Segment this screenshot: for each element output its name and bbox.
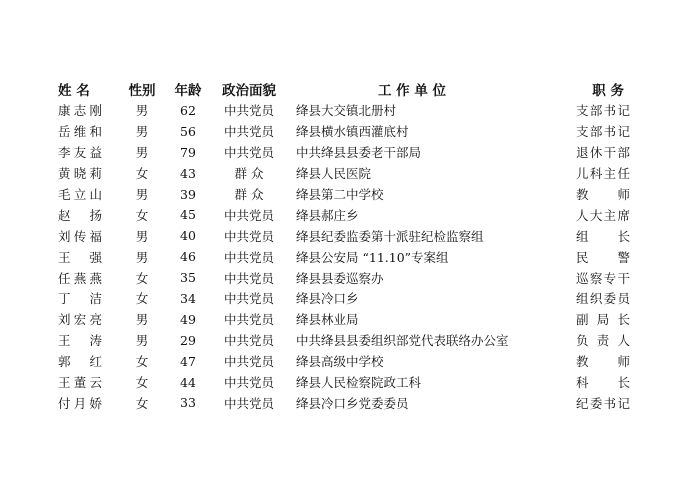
sex-cell [118, 246, 166, 267]
name-cell-text: 付月娇 [58, 395, 102, 411]
table-row [58, 351, 630, 372]
sex-cell [118, 372, 166, 393]
job-cell [536, 372, 630, 393]
sex-cell [118, 184, 166, 205]
age-cell [166, 121, 210, 142]
unit-cell-text: 绛县林业局 [296, 312, 359, 328]
sex-cell-text: 男 [135, 187, 149, 202]
age-cell [166, 100, 210, 121]
table-row [58, 372, 630, 393]
unit-cell [288, 351, 536, 372]
name-cell-text: 赵 扬 [58, 207, 102, 223]
party-cell-text: 中共党员 [223, 291, 274, 307]
age-cell-text: 49 [180, 311, 196, 327]
age-cell-text: 44 [180, 374, 196, 390]
sex-cell-text: 男 [135, 312, 149, 328]
job-cell-text: 退休干部 [576, 145, 630, 161]
job-cell-text: 支部书记 [576, 103, 630, 119]
sex-cell-text: 女 [135, 270, 149, 286]
job-cell-text: 教 师 [576, 187, 630, 202]
job-cell [536, 225, 630, 246]
table-row [58, 100, 630, 121]
party-cell [210, 121, 288, 142]
sex-cell [118, 204, 166, 225]
age-cell-text: 62 [180, 102, 196, 118]
job-cell-text: 组织委员 [576, 291, 630, 307]
unit-cell [288, 372, 536, 393]
party-cell-text: 中共党员 [223, 395, 274, 411]
age-cell-text: 29 [180, 332, 196, 348]
job-cell [536, 351, 630, 372]
unit-cell-text: 绛县人民医院 [296, 166, 372, 182]
table-row [58, 204, 630, 225]
job-cell [536, 246, 630, 267]
name-cell [58, 351, 118, 372]
age-cell [166, 142, 210, 163]
sex-cell [118, 142, 166, 163]
unit-cell-text: 绛县第二中学校 [296, 187, 384, 202]
party-cell [210, 330, 288, 351]
sex-cell [118, 351, 166, 372]
sex-cell-text: 男 [135, 124, 149, 140]
name-cell [58, 372, 118, 393]
job-cell [536, 267, 630, 288]
sex-cell-text: 男 [135, 103, 149, 119]
party-cell [210, 100, 288, 121]
header-sex: 性别 [128, 83, 156, 99]
unit-cell-text: 绛县高级中学校 [296, 354, 384, 370]
party-cell [210, 392, 288, 413]
name-cell [58, 204, 118, 225]
party-cell [210, 184, 288, 205]
name-cell-text: 岳维和 [58, 124, 102, 140]
name-cell-text: 黄晓莉 [58, 166, 102, 182]
table-row [58, 309, 630, 330]
party-cell-text: 中共党员 [223, 228, 274, 244]
party-cell-text: 中共党员 [223, 249, 274, 265]
age-cell-text: 47 [180, 353, 196, 369]
party-cell-text: 中共党员 [223, 354, 274, 370]
unit-cell-text: 绛县冷口乡 [296, 291, 359, 307]
unit-cell [288, 184, 536, 205]
name-cell-text: 任燕燕 [58, 270, 102, 286]
party-cell-text: 中共党员 [223, 375, 274, 391]
sex-cell [118, 288, 166, 309]
table-row [58, 121, 630, 142]
personnel-table [58, 78, 630, 413]
job-cell [536, 142, 630, 163]
name-cell [58, 142, 118, 163]
job-cell [536, 184, 630, 205]
sex-cell [118, 267, 166, 288]
unit-cell-text: 绛县县委巡察办 [296, 270, 384, 286]
name-cell [58, 267, 118, 288]
name-cell-text: 李友益 [58, 145, 102, 161]
sex-cell [118, 163, 166, 184]
table-row [58, 288, 630, 309]
party-cell-text: 中共党员 [223, 124, 274, 140]
name-cell-text: 郭 红 [58, 354, 102, 370]
name-cell [58, 288, 118, 309]
age-cell-text: 35 [180, 270, 196, 286]
unit-cell [288, 121, 536, 142]
age-cell-text: 40 [180, 228, 196, 244]
unit-cell [288, 204, 536, 225]
table-row [58, 163, 630, 184]
unit-cell-text: 中共绛县县委老干部局 [296, 145, 422, 161]
name-cell-text: 刘宏亮 [58, 312, 102, 328]
job-cell-text: 民 警 [576, 249, 630, 265]
sex-cell [118, 392, 166, 413]
table-row [58, 267, 630, 288]
job-cell-text: 教 师 [576, 354, 630, 370]
sex-cell-text: 女 [135, 207, 149, 223]
party-cell [210, 309, 288, 330]
name-cell-text: 王 强 [58, 249, 102, 265]
table-row [58, 142, 630, 163]
party-cell [210, 204, 288, 225]
unit-cell-text: 绛县人民检察院政工科 [296, 375, 422, 391]
job-cell-text: 支部书记 [576, 124, 630, 140]
age-cell-text: 46 [180, 249, 196, 265]
header-unit: 工 作 单 位 [377, 83, 447, 99]
job-cell-text: 组 长 [576, 228, 630, 244]
unit-cell-text: 绛县横水镇西灌底村 [296, 124, 409, 140]
sex-cell-text: 女 [135, 166, 149, 182]
job-cell-text: 纪委书记 [576, 395, 630, 411]
job-cell [536, 163, 630, 184]
party-cell-text: 中共党员 [223, 207, 274, 223]
table-body [58, 100, 630, 413]
party-cell [210, 288, 288, 309]
age-cell [166, 184, 210, 205]
age-cell [166, 225, 210, 246]
header-age: 年龄 [174, 83, 202, 99]
job-cell [536, 121, 630, 142]
sex-cell-text: 女 [135, 354, 149, 370]
age-cell [166, 246, 210, 267]
unit-cell-text: 绛县大交镇北册村 [296, 103, 397, 119]
header-row [58, 78, 630, 100]
party-cell-text: 中共党员 [223, 145, 274, 161]
party-cell-text: 中共党员 [223, 270, 274, 286]
name-cell [58, 246, 118, 267]
sex-cell-text: 男 [135, 228, 149, 244]
age-cell [166, 163, 210, 184]
unit-cell [288, 267, 536, 288]
table-row [58, 392, 630, 413]
party-cell [210, 351, 288, 372]
age-cell [166, 204, 210, 225]
party-cell [210, 372, 288, 393]
header-name: 姓 名 [58, 83, 90, 99]
age-cell [166, 351, 210, 372]
name-cell-text: 毛立山 [58, 187, 102, 202]
sex-cell-text: 女 [135, 291, 149, 307]
unit-cell [288, 309, 536, 330]
unit-cell-text: 绛县郝庄乡 [296, 207, 359, 223]
unit-cell [288, 142, 536, 163]
party-cell-text: 群 众 [234, 166, 264, 182]
name-cell [58, 184, 118, 205]
name-cell [58, 392, 118, 413]
unit-cell-text: 绛县冷口乡党委委员 [296, 395, 409, 411]
unit-cell-text: 绛县纪委监委第十派驻纪检监察组 [296, 228, 484, 244]
sex-cell [118, 225, 166, 246]
name-cell-text: 刘传福 [58, 228, 102, 244]
job-cell [536, 204, 630, 225]
age-cell [166, 288, 210, 309]
job-cell [536, 392, 630, 413]
party-cell [210, 246, 288, 267]
sex-cell-text: 男 [135, 145, 149, 161]
party-cell [210, 225, 288, 246]
name-cell [58, 225, 118, 246]
unit-cell [288, 225, 536, 246]
sex-cell-text: 男 [135, 333, 149, 349]
table-row [58, 330, 630, 351]
unit-cell [288, 246, 536, 267]
sex-cell-text: 女 [135, 375, 149, 391]
sex-cell [118, 309, 166, 330]
job-cell [536, 330, 630, 351]
age-cell-text: 39 [180, 186, 196, 202]
name-cell-text: 丁 洁 [58, 291, 102, 307]
age-cell [166, 392, 210, 413]
party-cell-text: 中共党员 [223, 333, 274, 349]
age-cell [166, 267, 210, 288]
unit-cell [288, 100, 536, 121]
sex-cell-text: 女 [135, 395, 149, 411]
sex-cell-text: 男 [135, 249, 149, 265]
party-cell [210, 142, 288, 163]
name-cell-text: 王董云 [58, 375, 102, 391]
job-cell-text: 儿科主任 [576, 166, 630, 182]
name-cell-text: 康志刚 [58, 103, 102, 119]
age-cell [166, 372, 210, 393]
header-job: 职 务 [592, 83, 624, 99]
job-cell [536, 100, 630, 121]
table-row [58, 225, 630, 246]
age-cell [166, 309, 210, 330]
name-cell-text: 王 涛 [58, 333, 102, 349]
age-cell [166, 330, 210, 351]
table-row [58, 246, 630, 267]
unit-cell [288, 163, 536, 184]
header-party: 政治面貌 [222, 83, 276, 99]
age-cell-text: 43 [180, 165, 196, 181]
table-row [58, 184, 630, 205]
job-cell [536, 309, 630, 330]
age-cell-text: 79 [180, 144, 196, 160]
party-cell [210, 163, 288, 184]
age-cell-text: 56 [180, 123, 196, 139]
sex-cell [118, 330, 166, 351]
age-cell-text: 45 [180, 207, 196, 223]
sex-cell [118, 121, 166, 142]
job-cell-text: 副局长 [576, 312, 630, 328]
unit-cell [288, 330, 536, 351]
job-cell-text: 负责人 [576, 333, 630, 349]
name-cell [58, 309, 118, 330]
party-cell [210, 267, 288, 288]
party-cell-text: 群 众 [234, 187, 264, 202]
job-cell-text: 人大主席 [576, 207, 630, 223]
name-cell [58, 100, 118, 121]
party-cell-text: 中共党员 [223, 312, 274, 328]
unit-cell-text: 绛县公安局 “11.10”专案组 [296, 249, 449, 265]
age-cell-text: 34 [180, 290, 196, 306]
sex-cell [118, 100, 166, 121]
party-cell-text: 中共党员 [223, 103, 274, 119]
job-cell-text: 科 长 [576, 375, 630, 391]
name-cell [58, 163, 118, 184]
unit-cell-text: 中共绛县县委组织部党代表联络办公室 [296, 333, 509, 349]
name-cell [58, 330, 118, 351]
age-cell-text: 33 [180, 395, 196, 411]
job-cell-text: 巡察专干 [576, 270, 630, 286]
job-cell [536, 288, 630, 309]
unit-cell [288, 392, 536, 413]
unit-cell [288, 288, 536, 309]
name-cell [58, 121, 118, 142]
